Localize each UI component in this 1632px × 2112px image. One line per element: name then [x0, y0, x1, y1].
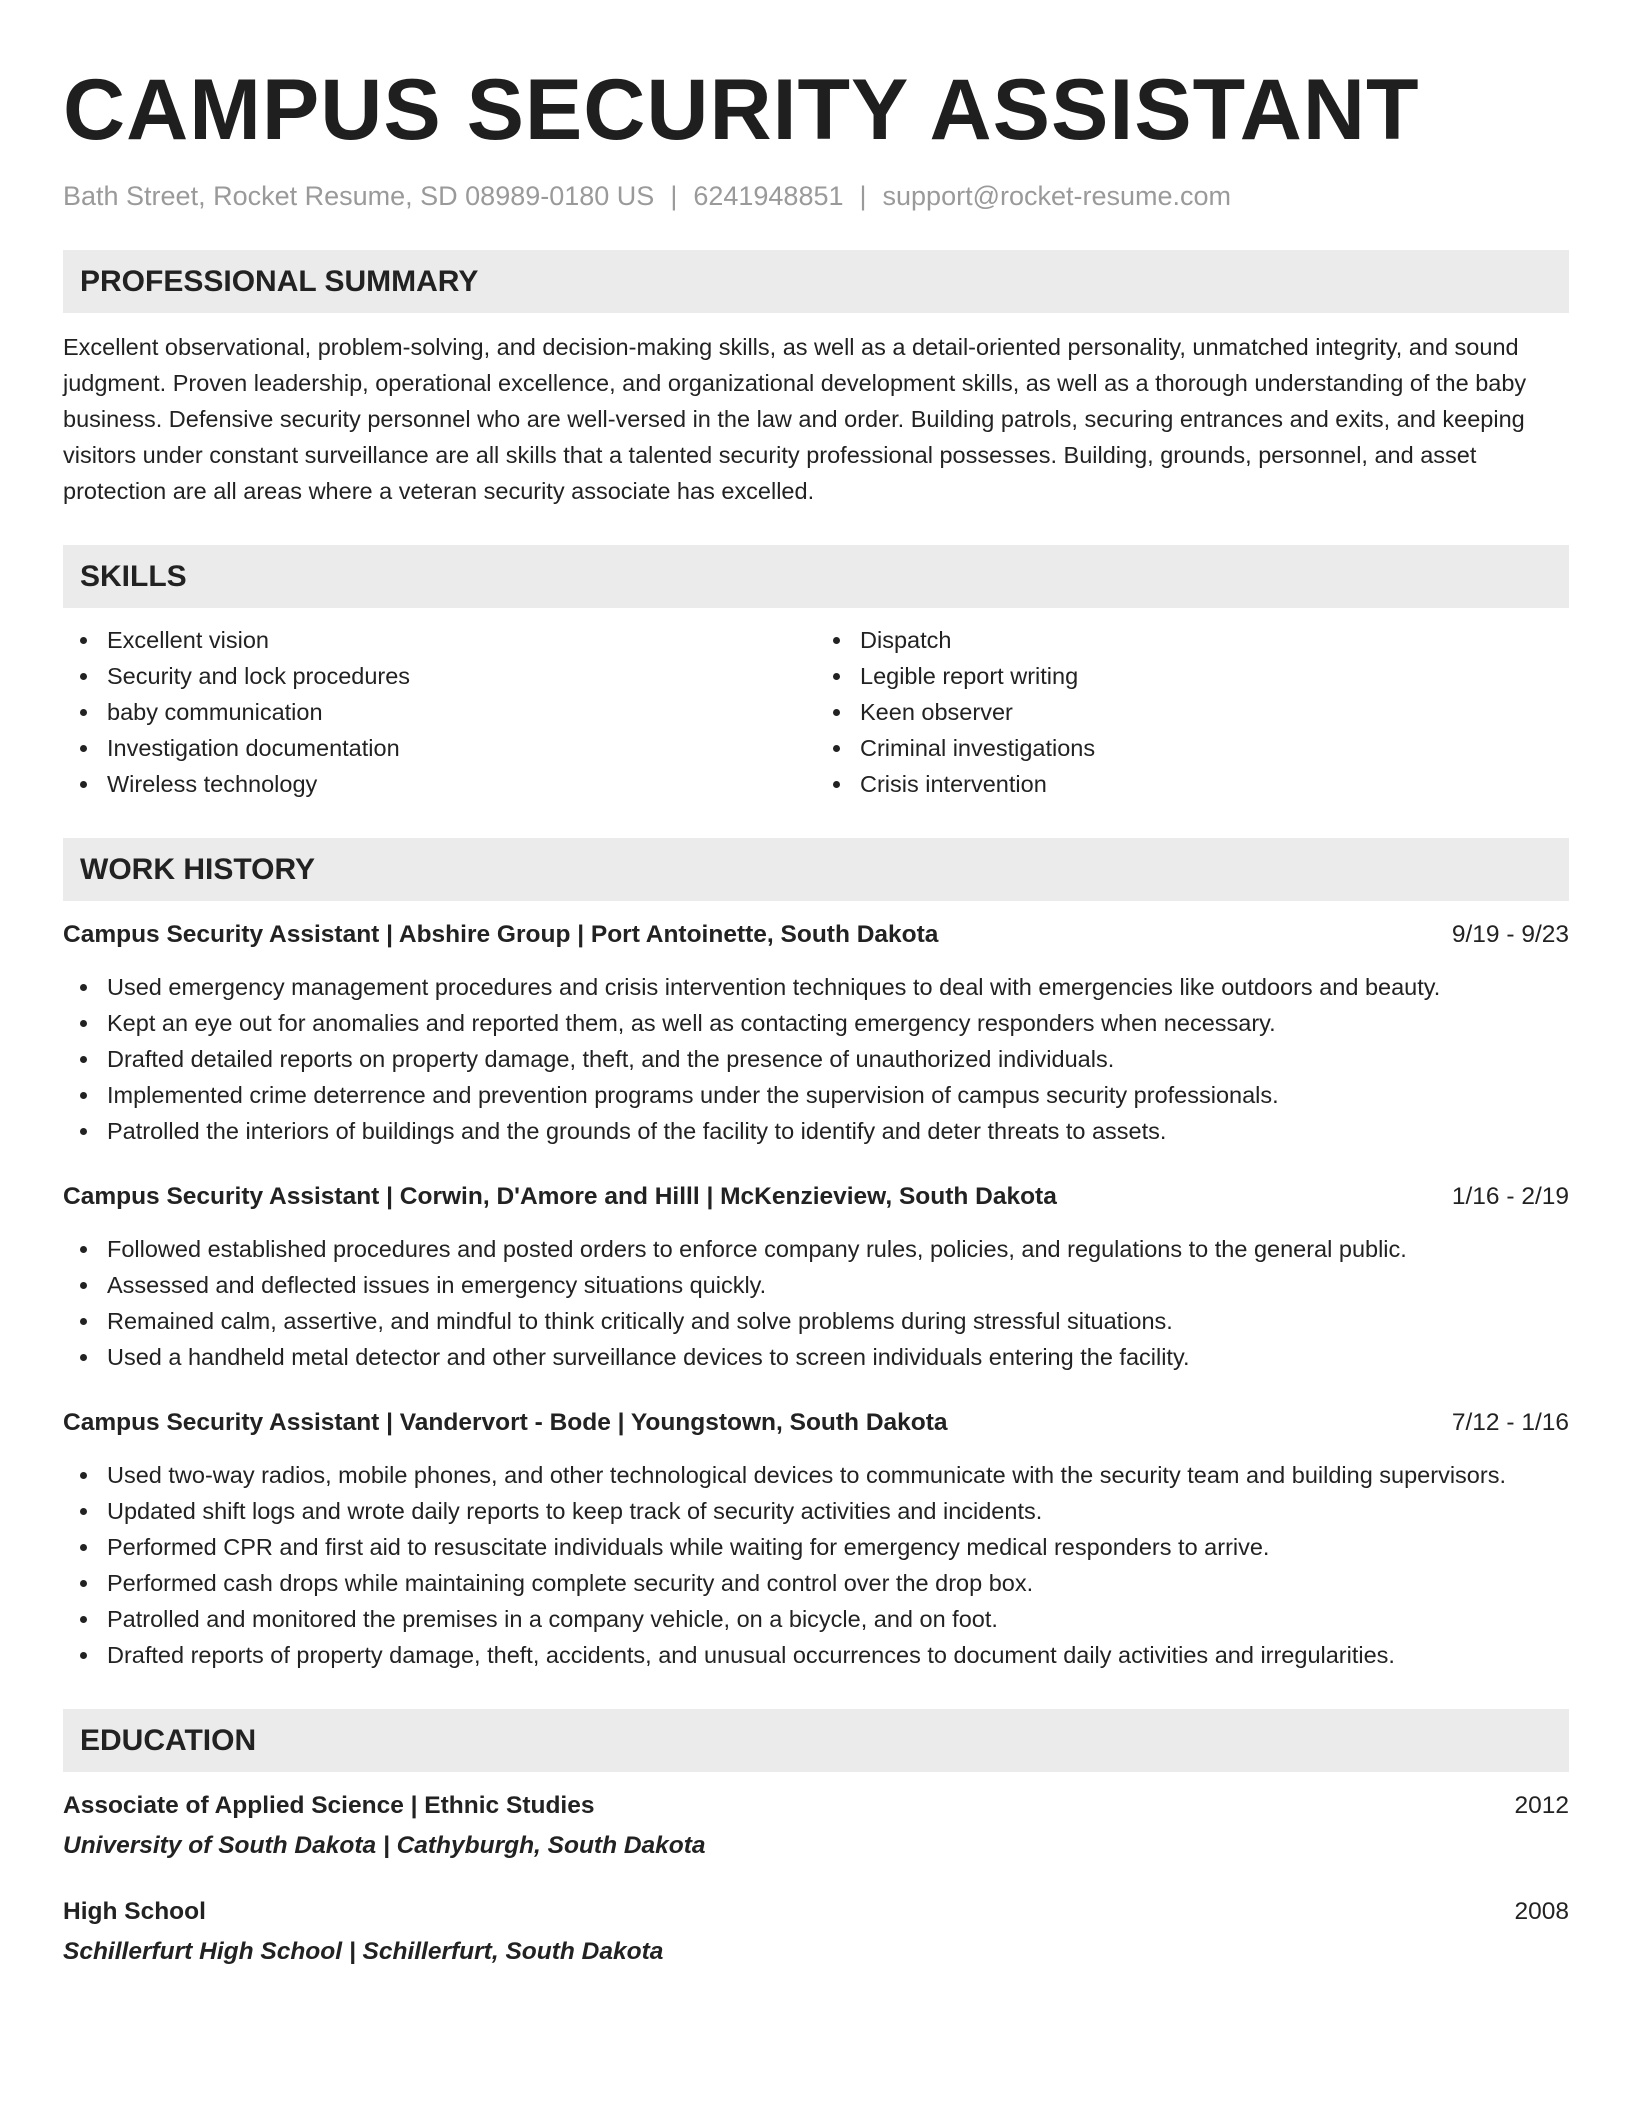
- job-bullet: Used emergency management procedures and crisis intervention techniques to deal with emergencies like outdoors and beauty.: [63, 969, 1569, 1005]
- job-bullet: Used two-way radios, mobile phones, and other technological devices to communicate with the security team and building supervisors.: [63, 1457, 1569, 1493]
- job-bullet: Implemented crime deterrence and prevention programs under the supervision of campus security professionals.: [63, 1077, 1569, 1113]
- contact-phone: 6241948851: [693, 181, 844, 211]
- job-bullet: Used a handheld metal detector and other surveillance devices to screen individuals entering the facility.: [63, 1339, 1569, 1375]
- section-header-work-history: WORK HISTORY: [63, 838, 1569, 901]
- contact-line: [63, 178, 1569, 214]
- education-entry: [63, 1894, 1569, 1970]
- skills-list: [63, 622, 1569, 802]
- section-header-skills: SKILLS: [63, 545, 1569, 608]
- job-heading-row: [63, 1405, 1569, 1441]
- job-bullet: Drafted detailed reports on property damage, theft, and the presence of unauthorized individuals.: [63, 1041, 1569, 1077]
- skill-item: Wireless technology: [63, 766, 816, 802]
- job-heading-row: [63, 1179, 1569, 1215]
- skill-item: Legible report writing: [816, 658, 1569, 694]
- job-entry: [63, 917, 1569, 1149]
- contact-separator: |: [670, 181, 678, 211]
- job-title: Campus Security Assistant | Corwin, D'Amore and Hilll | McKenzieview, South Dakota: [63, 1183, 1057, 1210]
- job-dates: 9/19 - 9/23: [1451, 921, 1569, 948]
- skill-item: Excellent vision: [63, 622, 816, 658]
- education-heading-row: [63, 1894, 1569, 1930]
- education-degree: High School: [63, 1898, 206, 1925]
- job-bullet: Performed CPR and first aid to resuscitate individuals while waiting for emergency medical responders to arrive.: [63, 1529, 1569, 1565]
- job-entry: [63, 1179, 1569, 1375]
- job-bullet: Patrolled the interiors of buildings and the grounds of the facility to identify and deter threats to assets.: [63, 1113, 1569, 1149]
- skill-item: Dispatch: [816, 622, 1569, 658]
- skill-item: Criminal investigations: [816, 730, 1569, 766]
- skill-item: Keen observer: [816, 694, 1569, 730]
- job-bullet: Kept an eye out for anomalies and reported them, as well as contacting emergency responders when necessary.: [63, 1005, 1569, 1041]
- job-bullet: Patrolled and monitored the premises in a company vehicle, on a bicycle, and on foot.: [63, 1601, 1569, 1637]
- section-header-summary: PROFESSIONAL SUMMARY: [63, 250, 1569, 313]
- job-title: Campus Security Assistant | Abshire Group | Port Antoinette, South Dakota: [63, 921, 939, 948]
- job-bullets: [63, 1231, 1569, 1375]
- skill-item: baby communication: [63, 694, 816, 730]
- job-bullet: Updated shift logs and wrote daily reports to keep track of security activities and incidents.: [63, 1493, 1569, 1529]
- job-title: Campus Security Assistant | Vandervort - Bode | Youngstown, South Dakota: [63, 1409, 948, 1436]
- skills-column-left: [63, 622, 816, 802]
- job-dates: 1/16 - 2/19: [1451, 1183, 1569, 1210]
- education-year: 2008: [1514, 1898, 1569, 1925]
- job-entry: [63, 1405, 1569, 1673]
- education-entry: [63, 1788, 1569, 1864]
- job-bullet: Performed cash drops while maintaining complete security and control over the drop box.: [63, 1565, 1569, 1601]
- contact-separator: |: [859, 181, 867, 211]
- job-dates: 7/12 - 1/16: [1451, 1409, 1569, 1436]
- job-bullet: Drafted reports of property damage, theft, accidents, and unusual occurrences to document daily activities and irregularities.: [63, 1637, 1569, 1673]
- skill-item: Crisis intervention: [816, 766, 1569, 802]
- job-bullets: [63, 969, 1569, 1149]
- education-school: University of South Dakota | Cathyburgh, South Dakota: [63, 1832, 706, 1859]
- education-heading-row: [63, 1788, 1569, 1824]
- education-degree: Associate of Applied Science | Ethnic Studies: [63, 1792, 595, 1819]
- summary-text: Excellent observational, problem-solving, and decision-making skills, as well as a detail-oriented personality, unmatched integrity, and sound judgment. Proven leadership, operational excellence, and organizational development skills, as well as a thorough understanding of the baby business. Defensive security personnel who are well-versed in the law and order. Building patrols, securing entrances and exits, and keeping visitors under constant surveillance are all skills that a talented security professional possesses. Building, grounds, personnel, and asset protection are all areas where a veteran security associate has excelled.: [63, 334, 1527, 504]
- job-heading-row: [63, 917, 1569, 953]
- job-bullet: Followed established procedures and posted orders to enforce company rules, policies, and regulations to the general public.: [63, 1231, 1569, 1267]
- contact-address: Bath Street, Rocket Resume, SD 08989-0180 US: [63, 181, 655, 211]
- contact-email: support@rocket-resume.com: [882, 181, 1232, 211]
- education-year: 2012: [1514, 1792, 1569, 1819]
- job-bullet: Assessed and deflected issues in emergency situations quickly.: [63, 1267, 1569, 1303]
- candidate-name: CAMPUS SECURITY ASSISTANT: [63, 62, 1420, 158]
- skill-item: Investigation documentation: [63, 730, 816, 766]
- skill-item: Security and lock procedures: [63, 658, 816, 694]
- job-bullets: [63, 1457, 1569, 1673]
- job-bullet: Remained calm, assertive, and mindful to think critically and solve problems during stressful situations.: [63, 1303, 1569, 1339]
- section-header-education: EDUCATION: [63, 1709, 1569, 1772]
- education-school: Schillerfurt High School | Schillerfurt, South Dakota: [63, 1938, 664, 1965]
- skills-column-right: [816, 622, 1569, 802]
